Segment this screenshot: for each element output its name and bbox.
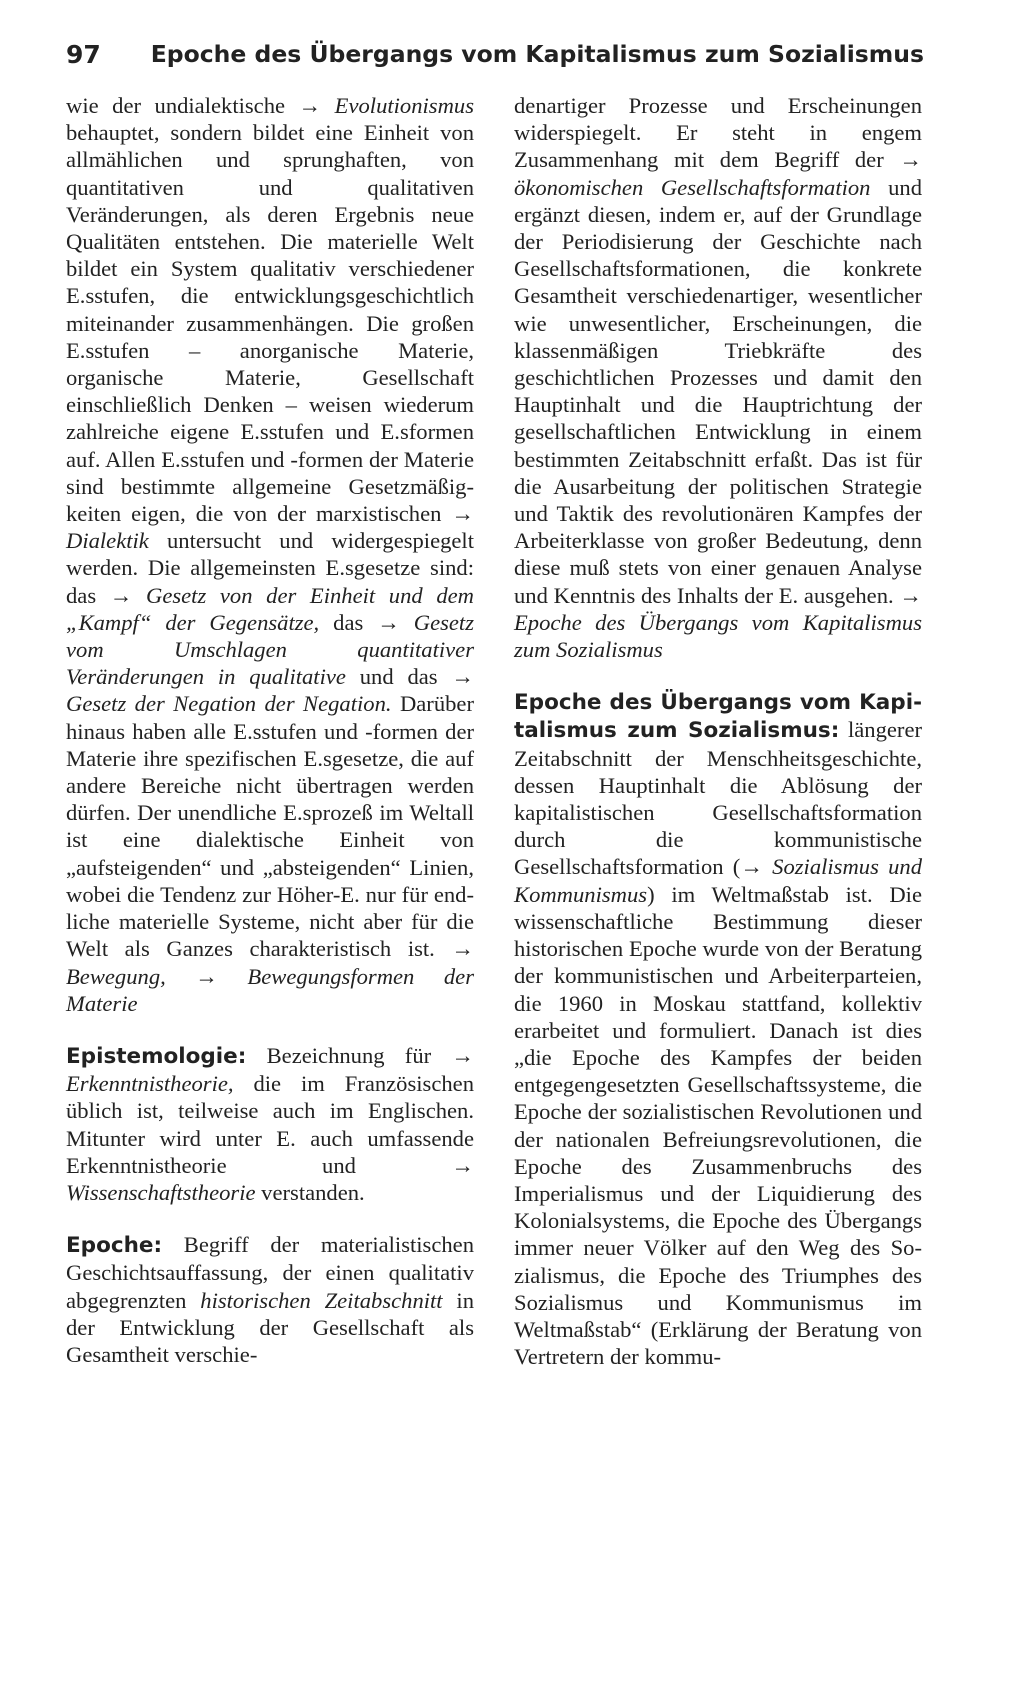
cross-reference: Sozialismus und Kommunismus	[514, 854, 923, 907]
left-column	[66, 92, 474, 1393]
cross-reference: Evolutionismus	[321, 93, 474, 118]
cross-reference: Gesetz von der Einheit und dem „Kampf“ der Gegensätze,	[66, 582, 474, 635]
entry-epoche: Epoche: Begriff der materialistischen Geschichtsauffassung, der einen qualitativ abgegrenzten historischen Zeitabschnitt in der Entwicklung der Gesellschaft als Gesamtheit verschie-	[66, 1232, 474, 1367]
cross-reference: Gesetz der Negation der Negation.	[66, 691, 392, 717]
arrow-icon: →	[298, 93, 322, 118]
cross-reference: ökonomischen Gesellschaftsformation	[514, 174, 871, 200]
cross-reference: Bewegungsformen der Materie	[66, 963, 474, 1016]
arrow-icon: →	[195, 963, 218, 989]
arrow-icon: →	[109, 582, 133, 608]
cross-reference: Epoche des Übergangs vom Kapitalismus zum Sozialismus	[514, 609, 922, 663]
arrow-icon: →	[899, 147, 922, 173]
entry-epoche-uebergang: Epoche des Übergangs vom Kapitalismus zum Sozialismus: längerer Zeitabschnitt der Menschheitsgeschichte, dessen Hauptinhalt die Ablösung der kapitalistischen Gesellschaftsformation durch die kommunistische Gesellschaftsformation (→ Sozialismus und Kommunismus) im Weltmaßstab ist. Die wissenschaftliche Bestimmung dieser historischen Epoche wurde von der Beratung der kommunistischen und Arbeiterparteien, die 1960 in Moskau stattfand, kollektiv erarbeitet und formuliert. Danach ist dies „die Epoche des Kampfes der beiden entgegengesetzten Gesellschaftssysteme, die Epoche der sozialistischen Revolutionen und der nationalen Befreiungsrevolutionen, die Epoche des Zusammenbruchs des Imperialismus und der Liquidierung des Kolonialsystems, die Epoche des Übergangs immer neuer Völker auf den Weg des Sozialismus, die Epoche des Triumphes des Sozialismus und Kommunismus im Weltmaßstab“ (Erklärung der Beratung von Vertretern der kommu-	[514, 690, 923, 1370]
arrow-icon: →	[451, 664, 474, 690]
arrow-icon: →	[451, 936, 474, 962]
entry-term: Epoche:	[66, 1233, 163, 1259]
arrow-icon: →	[451, 1152, 474, 1178]
arrow-icon: →	[740, 854, 763, 880]
cross-reference: Gesetz vom Umschlagen quantitativer Veränderungen in qualitative	[66, 609, 474, 690]
entry-term: Epistemologie:	[66, 1043, 247, 1069]
cross-reference: Bewegung,	[66, 963, 166, 989]
arrow-icon: →	[899, 582, 922, 608]
emphasis: historischen Zeitabschnitt	[200, 1287, 443, 1313]
cross-reference: Wissenschaftstheorie	[66, 1179, 256, 1205]
arrow-icon: →	[451, 1042, 474, 1068]
page-number: 97	[66, 40, 101, 69]
page-header	[66, 40, 924, 80]
entry-epistemologie: Epistemologie: Bezeichnung für → Erkenntnistheorie, die im Französischen üblich ist, teilweise auch im Englischen. Mitunter wird unter E. auch umfassende Erkenntnistheorie und → Wissenschaftstheorie verstanden.	[66, 1042, 474, 1205]
running-title: Epoche des Übergangs vom Kapitalismus zum Sozialismus	[150, 40, 924, 68]
right-column	[514, 92, 922, 1395]
entry-term: Epoche des Übergangs vom Kapitalismus zum Sozialismus:	[514, 690, 922, 744]
cross-reference: Dialektik	[66, 528, 149, 554]
arrow-icon: →	[377, 609, 400, 635]
entry-evolution-continued: wie der undialektische → Evolutionismus behauptet, sondern bildet eine Einheit von allmählichen und sprunghaften, von quantitativen und qualitativen Veränderungen, als deren Ergebnis neue Qualitäten entstehen. Die materielle Welt bildet ein System qualitativ verschiedener E.sstufen, die entwicklungsgeschichtlich miteinander zusammenhängen. Die großen E.sstufen – anorganische Materie, organische Materie, Gesellschaft einschließlich Denken – weisen wiederum zahlreiche eigene E.sstufen und E.sformen auf. Allen E.sstufen und -formen der Materie sind bestimmte allgemeine Gesetzmäßigkeiten eigen, die von der marxistischen → Dialektik untersucht und widergespiegelt werden. Die allgemeinsten E.sgesetze sind: das → Gesetz von der Einheit und dem „Kampf“ der Gegensätze, das → Gesetz vom Umschlagen quantitativer Veränderungen in qualitative und das → Gesetz der Negation der Negation. Darüber hinaus haben alle E.sstufen und -formen der Materie ihre spezifischen E.sgesetze, die auf andere Bereiche nicht übertragen werden dürfen. Der unendliche E.sprozeß im Weltall ist eine dialektische Einheit von „aufsteigenden“ und „absteigenden“ Linien, wobei die Tendenz zur Höher-E. nur für endliche materielle Systeme, nicht aber für die Welt als Ganzes charakteristisch ist. → Bewegung, → Bewegungsformen der Materie	[66, 93, 474, 1016]
arrow-icon: →	[451, 501, 474, 527]
cross-reference: Erkenntnistheorie,	[66, 1071, 234, 1097]
entry-epoche-continued: denartiger Prozesse und Erscheinungen widerspiegelt. Er steht in engem Zusammenhang mit dem Begriff der → ökonomischen Gesellschaftsformation und ergänzt diesen, indem er, auf der Grundlage der Periodisierung der Geschichte nach Gesellschaftsformationen, die konkrete Gesamtheit verschiedenartiger, wesentlicher wie unwesentlicher, Erscheinungen, die klassenmäßigen Triebkräfte des geschichtlichen Prozesses und damit den Hauptinhalt und die Hauptrichtung der gesellschaftlichen Entwicklung in einem bestimmten Zeitabschnitt erfaßt. Das ist für die Ausarbeitung der politischen Strategie und Taktik des revolutionären Kampfes der Arbeiterklasse von großer Bedeutung, denn diese muß stets von einer genauen Analyse und Kenntnis des Inhalts der E. ausgehen. → Epoche des Übergangs vom Kapitalismus zum Sozialismus	[514, 93, 922, 663]
